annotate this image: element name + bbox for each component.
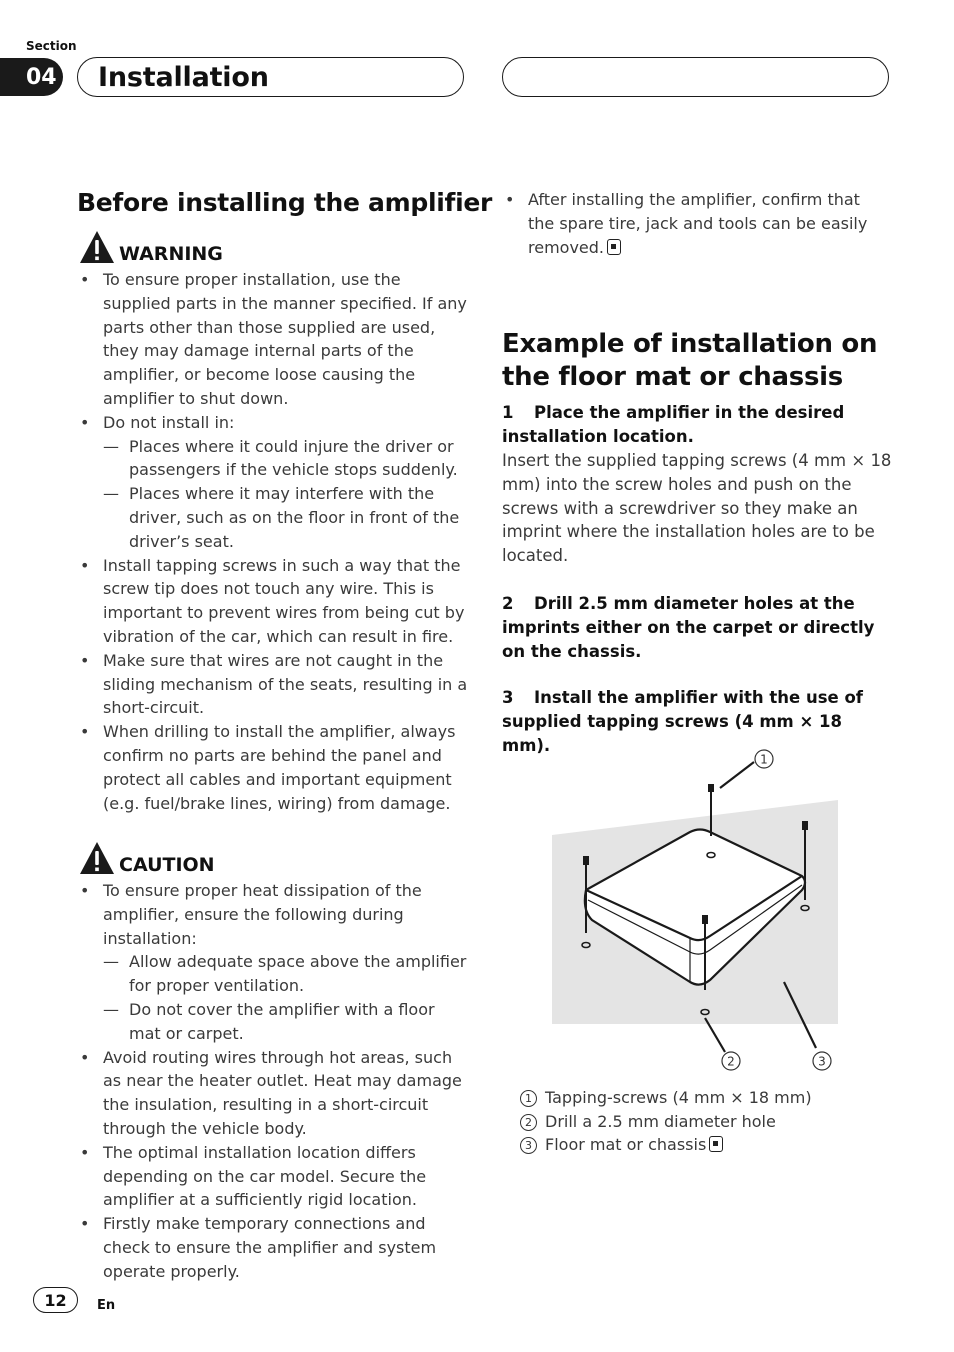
list-item-text: After installing the amplifier, confirm that the spare tire, jack and tools can be easily removed.: [528, 190, 868, 257]
warning-header: [79, 230, 223, 264]
list-item: • Make sure that wires are not caught in the sliding mechanism of the seats, resulting in a short-circuit.: [77, 649, 469, 720]
section-title-pill: [77, 57, 464, 97]
heading-line: Example of installation on: [502, 329, 878, 359]
svg-text:2: 2: [727, 1054, 735, 1069]
caution-list: [77, 879, 469, 1284]
svg-text:1: 1: [760, 752, 768, 767]
list-item: [502, 188, 888, 259]
page-number: 12: [33, 1287, 78, 1313]
header-right-pill: [502, 57, 889, 97]
step-1-title: [502, 401, 892, 449]
list-item: • To ensure proper heat dissipation of the amplifier, ensure the following during installation:: [77, 879, 469, 950]
caution-label: CAUTION: [119, 854, 215, 876]
callout-2: [722, 1052, 740, 1070]
list-item: — Do not cover the amplifier with a floor mat or carpet.: [77, 998, 469, 1046]
end-mark-icon: [709, 1136, 723, 1152]
list-item: — Places where it could injure the driver or passengers if the vehicle stops suddenly.: [77, 435, 469, 483]
caution-triangle-icon: [79, 841, 115, 875]
legend-item: [520, 1110, 812, 1134]
step-number: 2: [502, 594, 514, 613]
language-code: En: [97, 1298, 116, 1313]
list-item: • Avoid routing wires through hot areas, such as near the heater outlet. Heat may damage the insulation, resulting in a short-circuit through the vehicle body.: [77, 1046, 469, 1141]
list-item: • Do not install in:: [77, 411, 469, 435]
section-label: Section: [26, 39, 77, 53]
step-1-body: Insert the supplied tapping screws (4 mm × 18 mm) into the screw holes and push on the screws with a screwdriver so they make an imprint where the installation holes are to be located.: [502, 451, 892, 566]
list-item: • Install tapping screws in such a way that the screw tip does not touch any wire. This is important to prevent wires from being cut by vibration of the car, which can result in fire.: [77, 554, 469, 649]
heading-before-installing: Before installing the amplifier: [77, 188, 493, 217]
step-number: 1: [502, 403, 514, 422]
step-number: 3: [502, 688, 514, 707]
figure-legend: [520, 1086, 812, 1157]
list-item: — Allow adequate space above the amplifier for proper ventilation.: [77, 950, 469, 998]
list-item: • To ensure proper installation, use the supplied parts in the manner specified. If any parts other than those supplied are used, they may damage internal parts of the amplifier, or become loose causing the amplifier to shut down.: [77, 268, 469, 411]
right-top-list: [502, 188, 888, 259]
step-title-text: Install the amplifier with the use of supplied tapping screws (4 mm × 18 mm).: [502, 688, 863, 755]
callout-1: [755, 750, 773, 768]
warning-list: [77, 268, 469, 815]
legend-item: [520, 1086, 812, 1110]
legend-number: 3: [520, 1137, 537, 1154]
legend-number: 2: [520, 1114, 537, 1131]
section-number-badge: 04: [0, 58, 63, 96]
end-mark-icon: [607, 239, 621, 255]
list-item: • When drilling to install the amplifier, always confirm no parts are behind the panel and protect all cables and important equipment (e.g. fuel/brake lines, wiring) from damage.: [77, 720, 469, 815]
heading-example-installation: [502, 328, 877, 394]
legend-text: Floor mat or chassis: [545, 1135, 707, 1155]
installation-illustration: [540, 740, 850, 1080]
heading-line: the floor mat or chassis: [502, 362, 843, 392]
list-item: • Firstly make temporary connections and check to ensure the amplifier and system operate properly.: [77, 1212, 469, 1283]
step-title-text: Place the amplifier in the desired installation location.: [502, 403, 845, 446]
list-item: • The optimal installation location differs depending on the car model. Secure the amplifier at a sufficiently rigid location.: [77, 1141, 469, 1212]
list-item: — Places where it may interfere with the driver, such as on the floor in front of the driver’s seat.: [77, 482, 469, 553]
step-title-text: Drill 2.5 mm diameter holes at the imprints either on the carpet or directly on the chassis.: [502, 594, 875, 661]
legend-text: Tapping-screws (4 mm × 18 mm): [545, 1088, 812, 1107]
step-2-title: [502, 592, 877, 664]
section-title: Installation: [98, 61, 269, 93]
legend-item: [520, 1133, 812, 1157]
caution-header: [79, 841, 215, 875]
legend-text: Drill a 2.5 mm diameter hole: [545, 1111, 776, 1131]
warning-label: WARNING: [119, 243, 223, 265]
svg-text:3: 3: [818, 1054, 826, 1069]
warning-triangle-icon: [79, 230, 115, 264]
legend-number: 1: [520, 1090, 537, 1107]
callout-3: [813, 1052, 831, 1070]
